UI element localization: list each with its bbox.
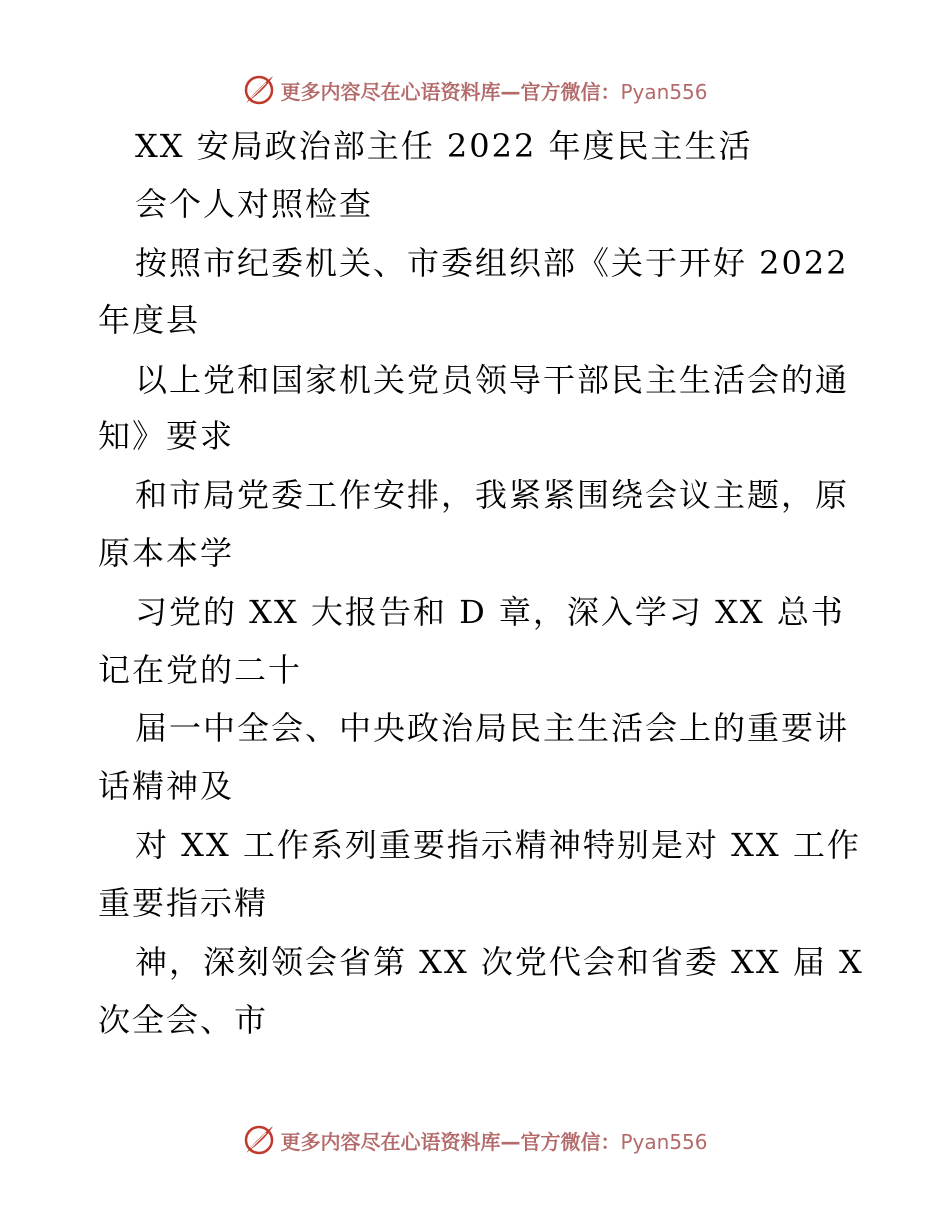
text-line: 记在党的二十	[98, 651, 303, 689]
footer-banner	[0, 1120, 950, 1160]
banner-wechat-id: Pyan556	[620, 1129, 708, 1154]
banner-text	[280, 1126, 707, 1155]
banner-label: 更多内容尽在心语资料库—官方微信：	[280, 79, 621, 104]
quill-circle-logo-icon	[242, 73, 276, 107]
text-line: 年度县	[98, 301, 201, 339]
text-line: 对 XX 工作系列重要指示精神特别是对 XX 工作	[135, 826, 861, 864]
banner-wechat-id: Pyan556	[620, 79, 708, 104]
text-line: 习党的 XX 大报告和 D 章，深入学习 XX 总书	[135, 593, 845, 631]
text-line: 知》要求	[98, 417, 235, 455]
header-banner	[0, 70, 950, 110]
banner-text	[280, 76, 707, 105]
text-line: 话精神及	[98, 767, 235, 805]
text-line: 重要指示精	[98, 884, 269, 922]
text-line: 次全会、市	[98, 1001, 269, 1039]
text-line: 原本本学	[98, 534, 235, 572]
text-line: 和市局党委工作安排，我紧紧围绕会议主题，原	[135, 476, 850, 514]
text-line: 会个人对照检查	[135, 185, 374, 223]
text-line: 神，深刻领会省第 XX 次党代会和省委 XX 届 X	[135, 943, 864, 981]
banner-label: 更多内容尽在心语资料库—官方微信：	[280, 1129, 621, 1154]
text-line: 以上党和国家机关党员领导干部民主生活会的通	[135, 361, 850, 399]
text-line: XX 安局政治部主任 2022 年度民主生活	[135, 127, 753, 165]
text-line: 届一中全会、中央政治局民主生活会上的重要讲	[135, 709, 850, 747]
text-line: 按照市纪委机关、市委组织部《关于开好 2022	[135, 244, 849, 282]
quill-circle-logo-icon	[242, 1123, 276, 1157]
